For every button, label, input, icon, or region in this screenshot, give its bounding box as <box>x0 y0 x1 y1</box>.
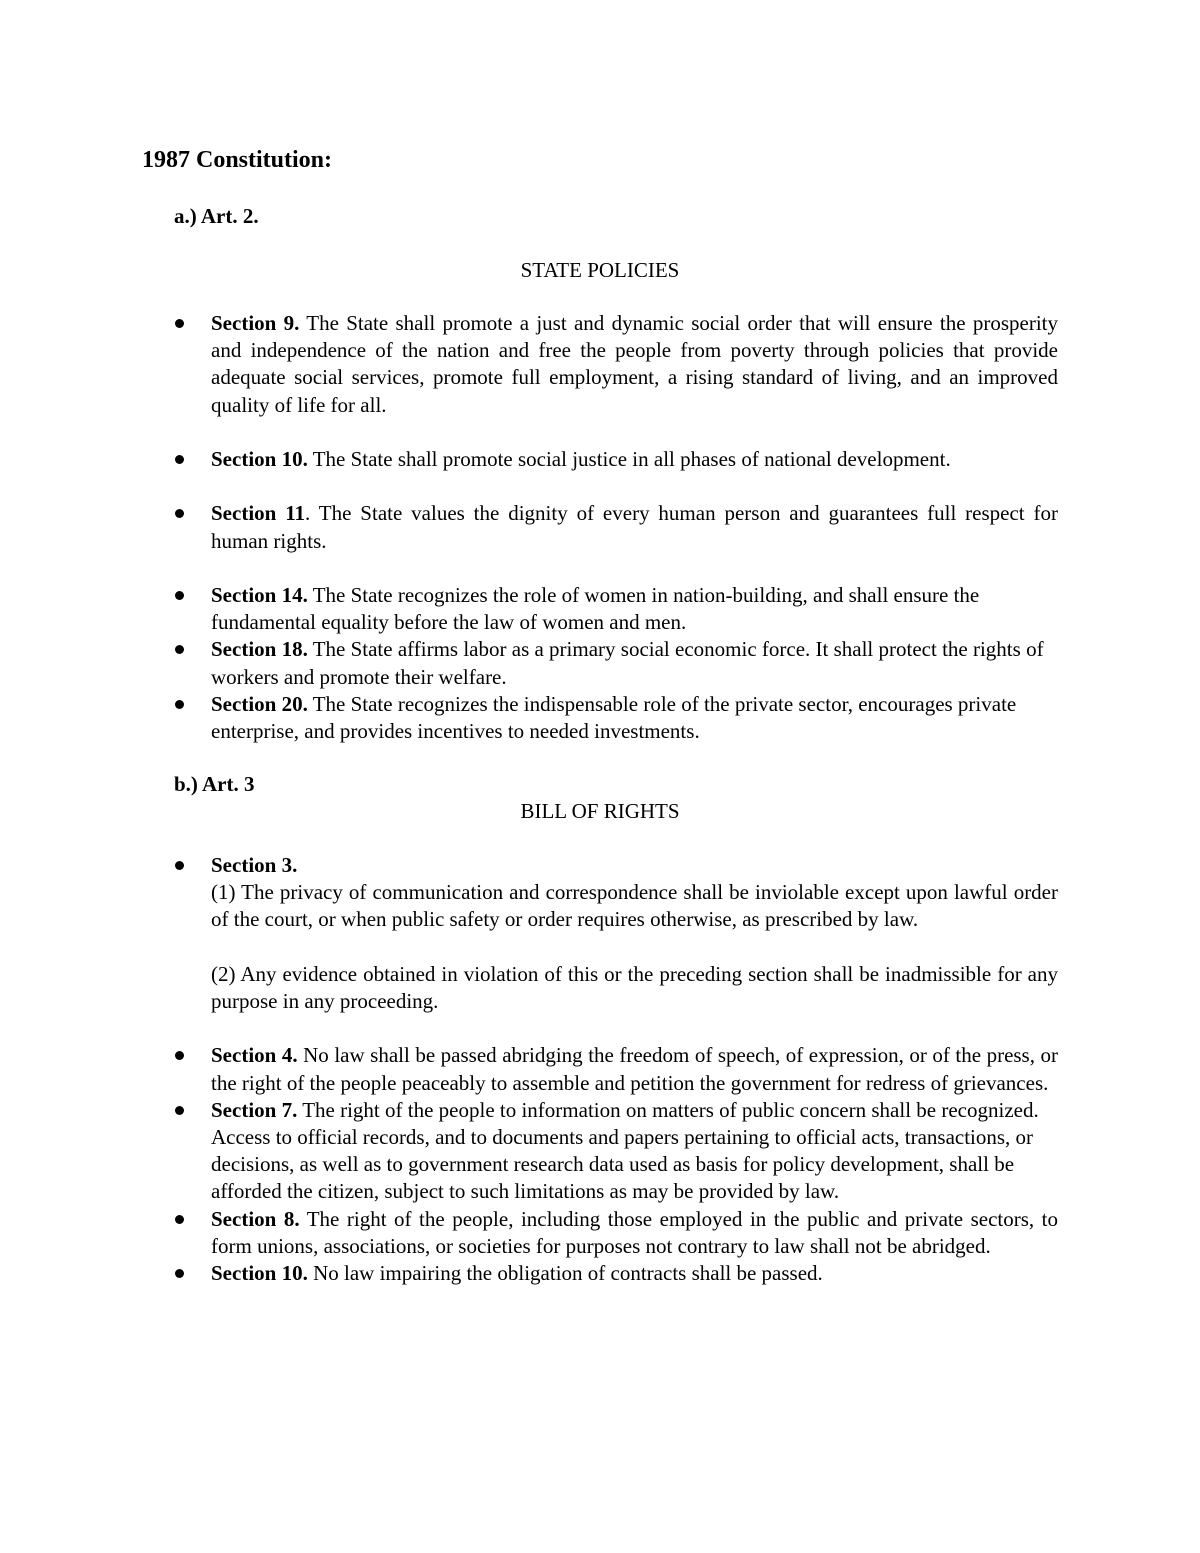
section-text: No law impairing the obligation of contracts shall be passed. <box>307 1261 823 1286</box>
bullet-icon <box>175 455 184 464</box>
section-text: The State recognizes the role of women in nation-building, and shall ensure the fundamental equality before the law of women and men. <box>211 582 980 635</box>
list-item-art3-section-7 <box>0 1097 1058 1206</box>
list-item-art2-section-20 <box>0 691 1058 745</box>
section-paragraph-2: (2) Any evidence obtained in violation of this or the preceding section shall be inadmissible for any purpose in any proceeding. <box>211 961 1058 1013</box>
bullet-icon <box>175 319 184 328</box>
section-text: The State affirms labor as a primary social economic force. It shall protect the rights of workers and promote their welfare. <box>211 637 1044 689</box>
document-heading: 1987 Constitution: <box>142 147 333 173</box>
list-item-art3-section-4 <box>0 1042 1058 1096</box>
section-label: Section 7. <box>211 1097 298 1122</box>
list-item-art2-section-10 <box>0 446 1058 473</box>
section-label: Section 8. <box>211 1206 300 1231</box>
section-text: The State recognizes the indispensable role of the private sector, encourages private enterprise, and provides incentives to needed investments. <box>211 691 1017 743</box>
bullet-icon <box>175 861 184 870</box>
list-item-art3-section-3 <box>0 852 1058 1015</box>
section-text: The State shall promote a just and dynamic social order that will ensure the prosperity and independence of the nation and free the people from poverty through policies that provide adequate social services, promote full employment, a rising standard of living, and an improved quality of life for all. <box>211 311 1058 417</box>
section-text: The right of the people to information on matters of public concern shall be recognized. Access to official records, and to documents and papers pertaining to official acts, transactions, or decisions, as well as to government research data used as basis for policy development, shall be afforded the citizen, subject to such limitations as may be provided by law. <box>211 1097 1039 1204</box>
section-label: Section 4. <box>211 1043 298 1068</box>
section-label: Section 10. <box>211 447 308 471</box>
section-label: Section 20. <box>211 691 308 716</box>
bullet-icon <box>175 1269 184 1278</box>
list-item-art2-section-11 <box>0 500 1058 554</box>
article-2-title: STATE POLICIES <box>520 258 680 282</box>
section-paragraph-1: (1) The privacy of communication and correspondence shall be inviolable except upon lawful order of the court, or when public safety or order requires otherwise, as prescribed by law. <box>211 880 1058 932</box>
section-text: . The State values the dignity of every human person and guarantees full respect for human rights. <box>211 501 1058 553</box>
bullet-icon <box>175 700 184 709</box>
article-3-title: BILL OF RIGHTS <box>520 799 680 823</box>
section-text: The right of the people, including those employed in the public and private sectors, to form unions, associations, or societies for purposes not contrary to law shall not be abridged. <box>211 1206 1058 1258</box>
section-label: Section 14. <box>211 582 308 607</box>
list-item-art2-section-14 <box>0 582 1058 636</box>
article-2-section-list <box>0 310 1200 745</box>
section-label: Section 10. <box>211 1261 308 1286</box>
list-item-art3-section-10 <box>0 1260 1058 1287</box>
article-2-label: a.) Art. 2. <box>174 204 259 228</box>
section-label: Section 3. <box>211 853 298 877</box>
bullet-icon <box>175 1051 184 1060</box>
bullet-icon <box>175 645 184 654</box>
bullet-icon <box>175 509 184 518</box>
bullet-icon <box>175 591 184 600</box>
section-text: The State shall promote social justice in all phases of national development. <box>307 447 951 471</box>
section-label: Section 18. <box>211 637 308 662</box>
list-item-art3-section-8 <box>0 1206 1058 1260</box>
section-label: Section 9. <box>211 311 300 335</box>
bullet-icon <box>175 1106 184 1115</box>
bullet-icon <box>175 1215 184 1224</box>
list-item-art2-section-9 <box>0 310 1058 419</box>
list-item-art2-section-18 <box>0 636 1058 690</box>
section-label: Section 11 <box>211 501 306 526</box>
section-text: No law shall be passed abridging the freedom of speech, of expression, or of the press, or the right of the people peaceably to assemble and petition the government for redress of grievances. <box>211 1043 1058 1095</box>
article-3-section-list <box>0 852 1200 1287</box>
article-3-label: b.) Art. 3 <box>174 772 255 796</box>
